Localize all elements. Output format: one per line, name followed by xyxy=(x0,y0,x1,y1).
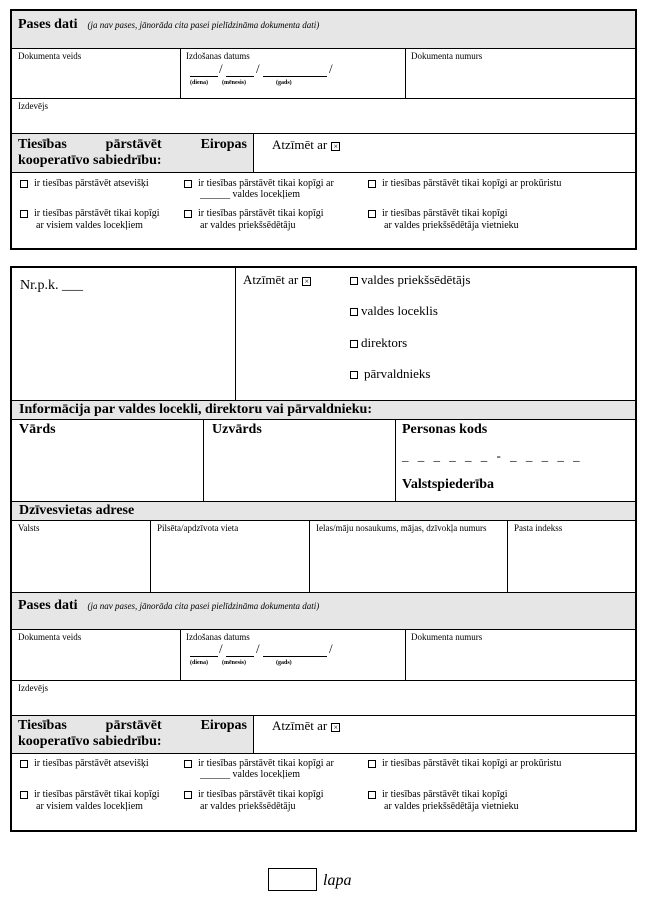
citizenship-label: Valstspiederība xyxy=(402,477,495,492)
passport-header xyxy=(12,593,635,629)
representation-title: Tiesības pārstāvēt Eiropas kooperatīvo sabiedrību: xyxy=(12,716,253,753)
street-label: Ielas/māju nosaukums, mājas, dzīvokļa numurs xyxy=(316,523,487,533)
checkbox-icon[interactable] xyxy=(184,760,192,768)
year-label: (gads) xyxy=(276,660,292,666)
issuer-label: Izdevējs xyxy=(18,101,48,111)
page-label: lapa xyxy=(323,872,352,889)
checkbox-icon[interactable] xyxy=(184,791,192,799)
address-title: Dzīvesvietas adrese xyxy=(12,502,635,520)
role-director[interactable]: direktors xyxy=(350,335,407,351)
checkbox-icon[interactable] xyxy=(184,180,192,188)
row-number: Nr.p.k. ___ xyxy=(20,278,83,293)
doc-type-label: Dokumenta veids xyxy=(18,51,82,61)
option-3[interactable]: ir tiesības pārstāvēt tikai kopīgi ar prokūristu xyxy=(368,178,561,189)
checkbox-icon[interactable] xyxy=(368,760,376,768)
day-label: (diena) xyxy=(190,80,208,86)
doc-type-label: Dokumenta veids xyxy=(18,632,82,642)
checkbox-icon[interactable] xyxy=(368,791,376,799)
option-1[interactable]: ir tiesības pārstāvēt atsevišķi xyxy=(20,758,149,769)
name-label: Vārds xyxy=(19,422,56,437)
personal-code-label: Personas kods xyxy=(402,422,488,437)
option-5[interactable]: ir tiesības pārstāvēt tikai kopīgi ar valdes priekšsēdētāju xyxy=(184,208,324,232)
checkbox-icon[interactable] xyxy=(368,210,376,218)
checkbox-icon[interactable] xyxy=(350,340,358,348)
date-field[interactable]: / / / (diena) (mēnesis) (gads) xyxy=(190,61,333,86)
role-chairman[interactable]: valdes priekšsēdētājs xyxy=(350,272,470,288)
option-5[interactable]: ir tiesības pārstāvēt tikai kopīgi ar valdes priekšsēdētāju xyxy=(184,789,324,813)
option-4[interactable]: ir tiesības pārstāvēt tikai kopīgi ar visiem valdes locekļiem xyxy=(20,789,160,813)
checkbox-icon[interactable] xyxy=(20,180,28,188)
page-number-input[interactable] xyxy=(268,868,317,891)
x-box-icon: × xyxy=(302,277,311,286)
section-title: Pases dati xyxy=(18,598,78,613)
section-note: (ja nav pases, jānorāda cita pasei pielīdzināma dokumenta dati) xyxy=(87,20,320,30)
issue-date-label: Izdošanas datums xyxy=(186,632,250,642)
day-label: (diena) xyxy=(190,660,208,666)
option-2[interactable]: ir tiesības pārstāvēt tikai kopīgi ar ______ valdes locekļiem xyxy=(184,758,334,780)
checkbox-icon[interactable] xyxy=(20,760,28,768)
x-box-icon: × xyxy=(331,142,340,151)
doc-number-label: Dokumenta numurs xyxy=(411,632,483,642)
section-note: (ja nav pases, jānorāda cita pasei pielīdzināma dokumenta dati) xyxy=(87,601,320,611)
passport-header xyxy=(12,11,635,48)
option-6[interactable]: ir tiesības pārstāvēt tikai kopīgi ar valdes priekšsēdētāja vietnieku xyxy=(368,789,519,813)
mark-with: Atzīmēt ar × xyxy=(272,137,340,153)
year-label: (gads) xyxy=(276,80,292,86)
doc-number-label: Dokumenta numurs xyxy=(411,51,483,61)
postal-label: Pasta indekss xyxy=(514,523,563,533)
mark-with: Atzīmēt ar × xyxy=(243,272,311,288)
issue-date-label: Izdošanas datums xyxy=(186,51,250,61)
section-title: Pases dati xyxy=(18,17,78,32)
option-4[interactable]: ir tiesības pārstāvēt tikai kopīgi ar visiem valdes locekļiem xyxy=(20,208,160,232)
checkbox-icon[interactable] xyxy=(368,180,376,188)
checkbox-icon[interactable] xyxy=(20,210,28,218)
personal-code-input[interactable]: _ _ _ _ _ _ - _ _ _ _ _ xyxy=(402,448,583,463)
role-board-member[interactable]: valdes loceklis xyxy=(350,303,438,319)
checkbox-icon[interactable] xyxy=(350,277,358,285)
representation-title: Tiesības pārstāvēt Eiropas kooperatīvo sabiedrību: xyxy=(12,134,253,172)
option-3[interactable]: ir tiesības pārstāvēt tikai kopīgi ar prokūristu xyxy=(368,758,561,769)
surname-label: Uzvārds xyxy=(212,422,262,437)
checkbox-icon[interactable] xyxy=(184,210,192,218)
checkbox-icon[interactable] xyxy=(350,308,358,316)
person-section xyxy=(10,266,637,832)
month-label: (mēnesis) xyxy=(222,660,246,666)
country-label: Valsts xyxy=(18,523,40,533)
info-title: Informācija par valdes locekli, direktoru vai pārvaldnieku: xyxy=(12,401,635,419)
option-2[interactable]: ir tiesības pārstāvēt tikai kopīgi ar ______ valdes locekļiem xyxy=(184,178,334,200)
month-label: (mēnesis) xyxy=(222,80,246,86)
date-field[interactable]: / / / (diena) (mēnesis) (gads) xyxy=(190,641,333,666)
option-1[interactable]: ir tiesības pārstāvēt atsevišķi xyxy=(20,178,149,189)
checkbox-icon[interactable] xyxy=(350,371,358,379)
checkbox-icon[interactable] xyxy=(20,791,28,799)
city-label: Pilsēta/apdzīvota vieta xyxy=(157,523,239,533)
passport-section-1 xyxy=(10,9,637,250)
mark-with: Atzīmēt ar × xyxy=(272,718,340,734)
x-box-icon: × xyxy=(331,723,340,732)
option-6[interactable]: ir tiesības pārstāvēt tikai kopīgi ar valdes priekšsēdētāja vietnieku xyxy=(368,208,519,232)
issuer-label: Izdevējs xyxy=(18,683,48,693)
role-manager[interactable]: pārvaldnieks xyxy=(350,366,430,382)
